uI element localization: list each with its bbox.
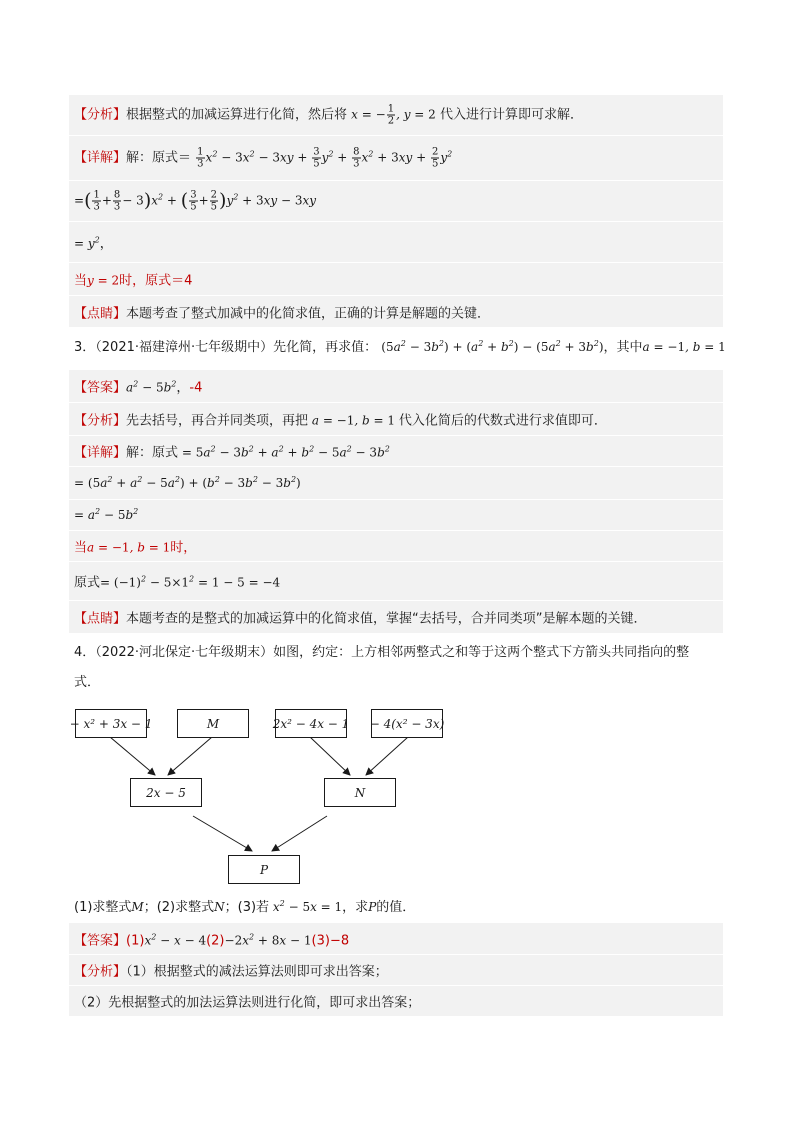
condition-expression: $x^2 - 5x = 1$ — [269, 899, 343, 914]
q4-answer-line: 【答案】$(1)x^2 - x - 4(2)-2x^2 + 8x - 1(3)-8$ — [74, 932, 350, 948]
q3-evaluate-line: 当a = −1, b = 1时， — [74, 540, 197, 556]
answer-1: $x^2 - x - 4$ — [144, 932, 207, 947]
y-value: y = 2 — [87, 273, 120, 288]
arrow-5 — [193, 816, 252, 851]
q2-step-result: = $y^2$， — [74, 235, 113, 252]
comment-text: 本题考查了整式加减中的化简求值，正确的计算是解题的关键． — [126, 306, 491, 321]
question-number: 4． — [74, 645, 96, 660]
box-middle-1: 2x − 5 — [130, 778, 202, 807]
q4-stem-line2: 式． — [74, 675, 101, 690]
q4-analysis-line1: 【分析】（1）根据整式的减法运算法则即可求出答案； — [74, 964, 388, 980]
q4-sub-questions: (1)求整式M；(2)求整式N；(3)若 $x^2 - 5x = 1$，求P的值． — [74, 899, 416, 915]
analysis-tag: 【分析】 — [74, 107, 127, 123]
detail-tag: 【详解】 — [74, 445, 127, 461]
q2-evaluate-line: 当y = 2时，原式＝4 — [74, 273, 193, 289]
expression-result: = $a^2 - 5b^2$ — [74, 507, 139, 522]
answer-2: $-2x^2 + 8x - 1$ — [224, 932, 312, 947]
analysis-tag: 【分析】 — [74, 964, 127, 980]
q4-analysis-line2: （2）先根据整式的加法运算法则进行化简，即可求出答案； — [74, 995, 421, 1011]
arrow-1 — [110, 737, 155, 775]
question-source: （2022·河北保定·七年级期末） — [95, 645, 274, 660]
computation: = $(-1)^2 - 5\times 1^2 = 1 - 5 = -4$ — [100, 574, 281, 590]
q3-stem: 3．（2021·福建漳州·七年级期中）先化简，再求值： $(5a^2 - 3b^2) + (a^2 + b^2) - (5a^2 + 3b^2)$，其中a = −1, b = 1 — [74, 339, 726, 355]
arrow-4 — [366, 737, 408, 775]
q3-expression: $(5a^2 - 3b^2) + (a^2 + b^2) - (5a^2 + 3b^2)$ — [381, 339, 604, 354]
box-top-m: M — [177, 709, 249, 738]
detail-tag: 【详解】 — [74, 150, 127, 166]
expression-result: = $y^2$ — [74, 235, 100, 251]
substitution-values: a = −1, b = 1 — [308, 413, 396, 428]
q4-stem-line1: 4．（2022·河北保定·七年级期末）如图，约定：上方相邻两整式之和等于这两个整式下方箭头共同指向的整 — [74, 645, 690, 660]
box-top-4: − 4(x² − 3x) — [371, 709, 443, 738]
q3-compute-line: 原式= $(-1)^2 - 5\times 1^2 = 1 - 5 = -4$ — [74, 574, 281, 591]
answer-tag: 【答案】 — [74, 380, 127, 396]
arrow-3 — [310, 737, 350, 775]
analysis-text-end: 代入进行计算即可求解． — [439, 107, 583, 123]
q4-solution-block — [69, 923, 723, 1016]
box-top-1: − x² + 3x − 1 — [75, 709, 147, 738]
q3-answer-line: 【答案】$a^2 - 5b^2$，-4 — [74, 379, 203, 396]
answer-3: −8 — [329, 933, 350, 948]
box-top-3: 2x² − 4x − 1 — [275, 709, 347, 738]
comment-text: 本题考查的是整式的加减运算中的化简求值，掌握“去括号，合并同类项”是解本题的关键． — [126, 611, 647, 627]
detail-text: 解：原式＝ — [126, 150, 192, 166]
comment-tag: 【点睛】 — [74, 306, 127, 321]
expression-combined: =( $\frac{1}{3}$ + $\frac{8}{3}$ − $3)x^2$ + ( $\frac{3}{5}$ + $\frac{2}{5}$ )$y^2 + 3xy - 3xy$ — [74, 189, 317, 213]
substitution-values: x = − $\frac{1}{2}$ , y = 2 — [351, 103, 436, 127]
analysis-text: 根据整式的加减运算进行化简，然后将 — [126, 107, 348, 123]
question-source: （2021·福建漳州·七年级期中） — [95, 340, 274, 355]
analysis-tag: 【分析】 — [74, 413, 127, 429]
q3-analysis-line: 【分析】先去括号，再合并同类项，再把 a = −1, b = 1 代入化简后的代数式进行求值即可． — [74, 413, 607, 429]
values: a = −1, b = 1 — [87, 540, 171, 555]
answer-tag: 【答案】 — [74, 933, 127, 948]
q3-values: a = −1, b = 1 — [642, 340, 726, 354]
comment-tag: 【点睛】 — [74, 611, 127, 627]
expression-expanded: = $5a^2 - 3b^2 + a^2 + b^2 - 5a^2 - 3b^2$ — [181, 444, 390, 460]
expression-original: $\frac{1}{3}$ $x^2 - 3x^2 - 3xy$ + $\frac{3}{5}$ $y^2$ + $\frac{8}{3}$ $x^2 + 3xy$ + $\frac{2}{5}$ $y^2$ — [197, 146, 453, 170]
expression-grouped: = $(5a^2 + a^2 - 5a^2) + (b^2 - 3b^2 - 3b^2)$ — [74, 475, 301, 490]
box-bottom-p: P — [228, 855, 300, 884]
arrow-6 — [272, 816, 327, 851]
arrow-2 — [168, 737, 212, 775]
answer-value: -4 — [189, 380, 203, 396]
answer-expression: $a^2 - 5b^2$ — [126, 379, 177, 395]
q3-detail-line: 【详解】解：原式 = $5a^2 - 3b^2 + a^2 + b^2 - 5a^2 - 3b^2$ — [74, 444, 390, 461]
box-middle-n: N — [324, 778, 396, 807]
question-number: 3． — [74, 340, 96, 355]
